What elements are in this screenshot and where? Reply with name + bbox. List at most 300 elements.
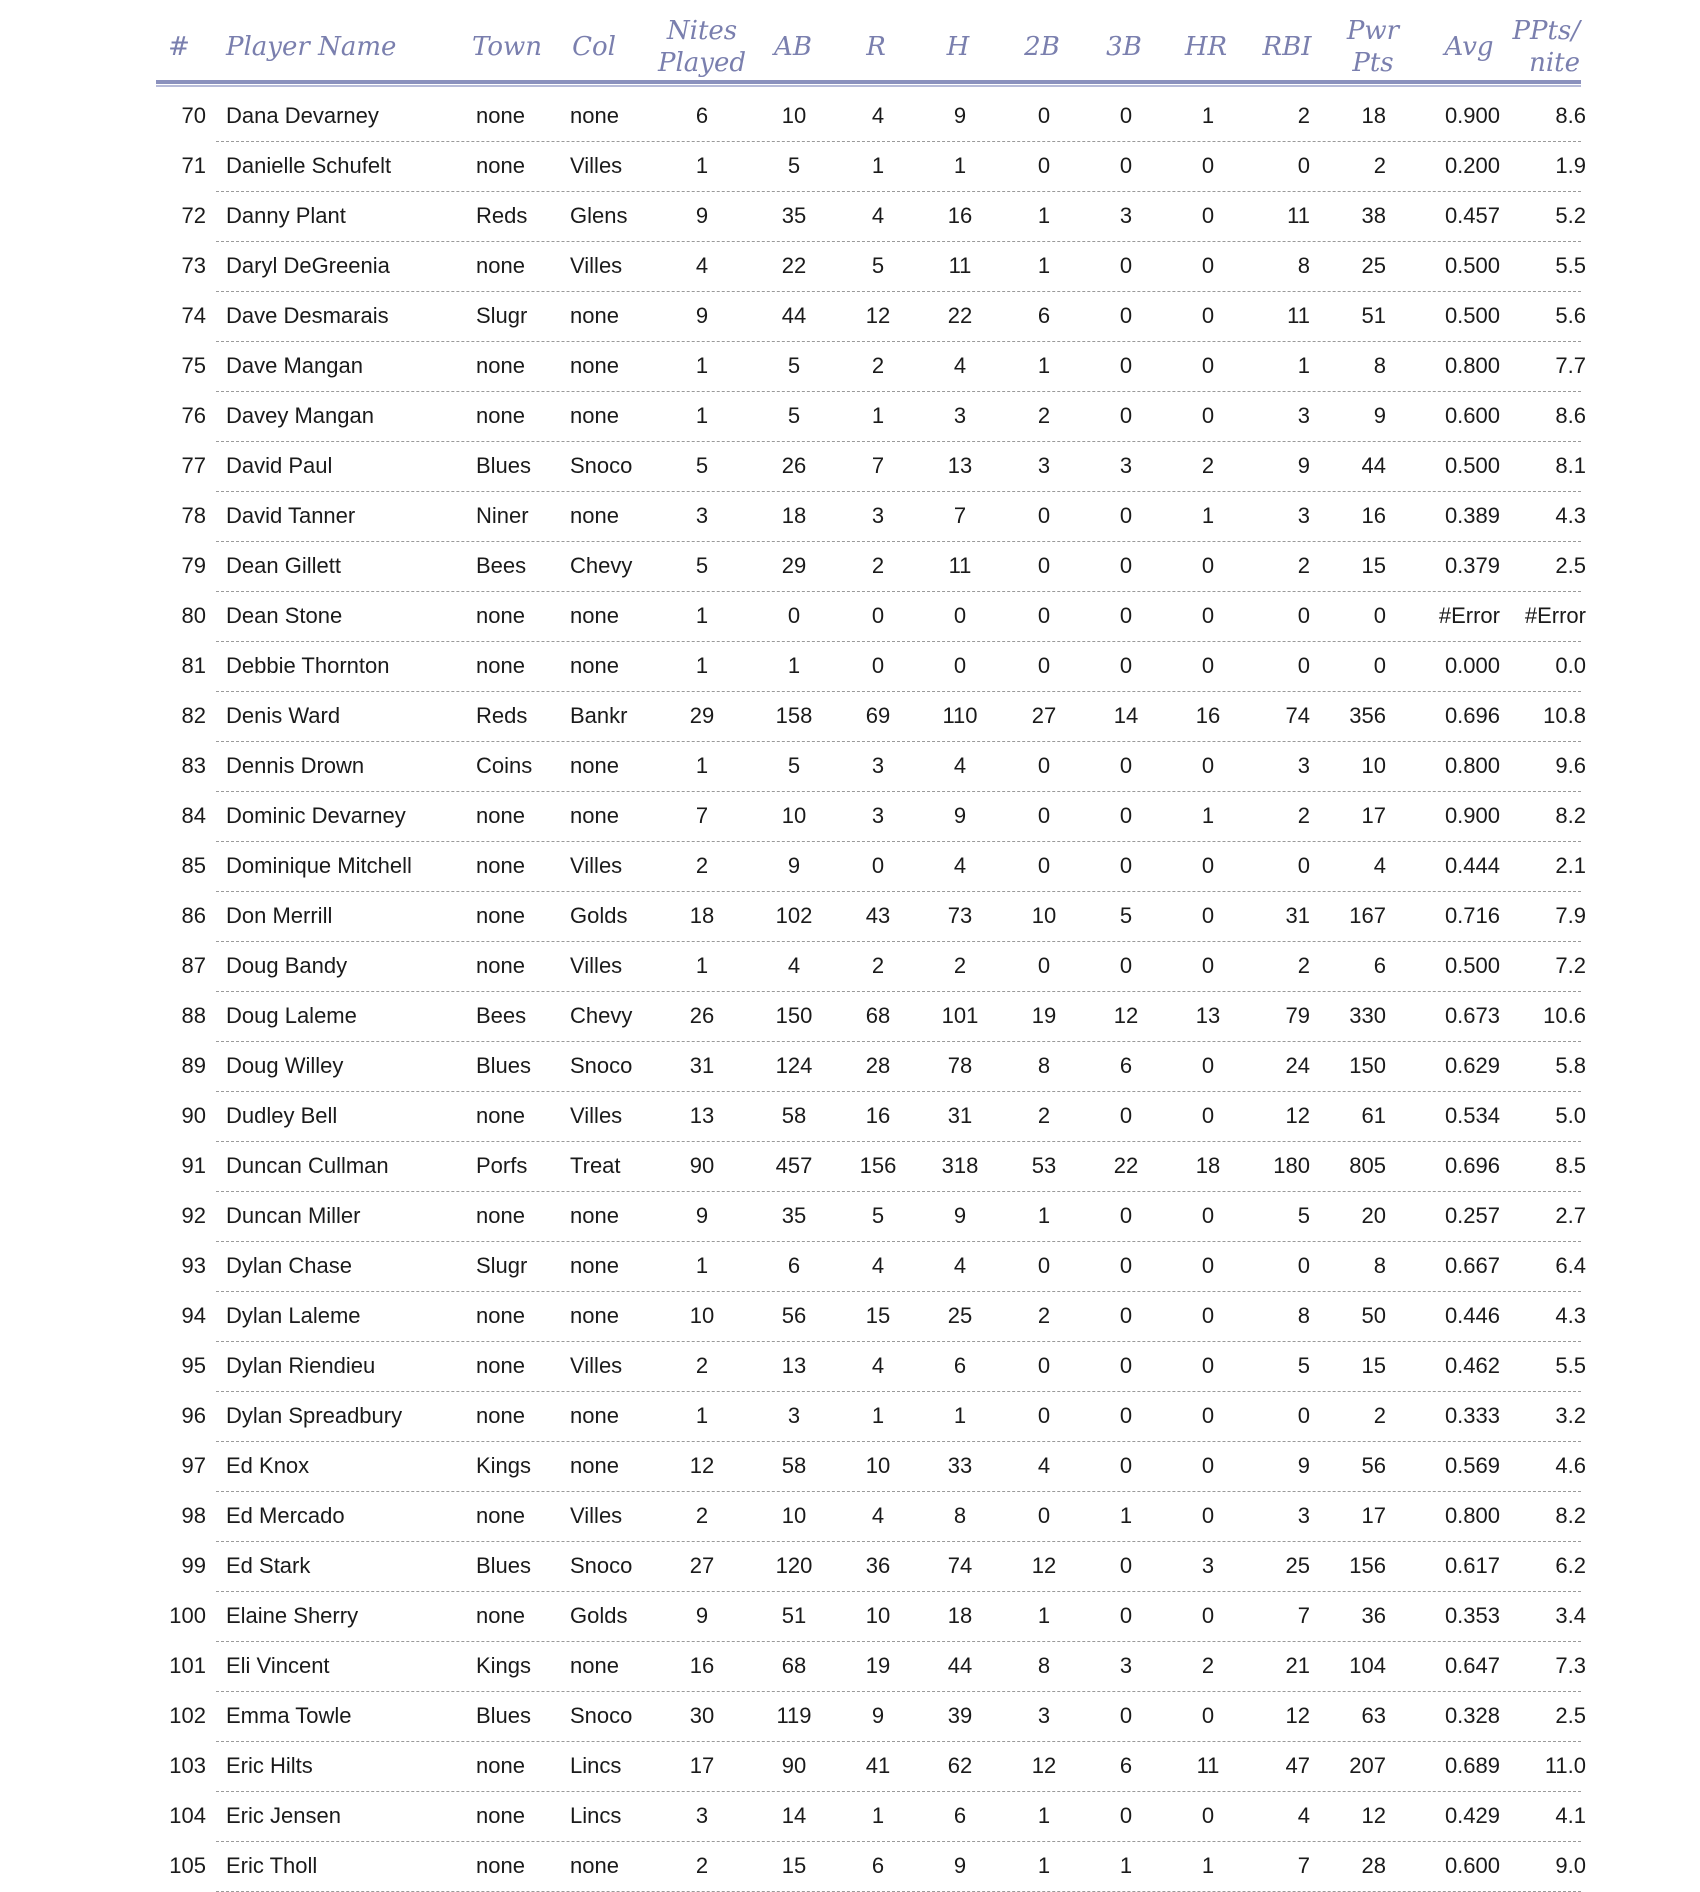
at-bats-cell: 10 xyxy=(781,103,807,128)
power-points-cell: 63 xyxy=(1361,1703,1386,1728)
player-name-cell: Dave Mangan xyxy=(226,353,363,378)
header-col xyxy=(554,8,634,86)
power-points-cell: 8 xyxy=(1373,1253,1386,1278)
hits-cell: 318 xyxy=(941,1153,979,1178)
rbi-cell: 2 xyxy=(1297,953,1310,978)
triples-cell: 0 xyxy=(1119,503,1133,528)
player-name-cell: Ed Knox xyxy=(226,1453,310,1478)
runs-cell: 5 xyxy=(871,253,885,278)
at-bats-cell: 44 xyxy=(781,303,807,328)
runs-cell: 0 xyxy=(871,853,885,878)
power-points-cell: 15 xyxy=(1361,1353,1386,1378)
doubles-cell: 0 xyxy=(1037,803,1051,828)
ppts-per-nite-cell: 7.2 xyxy=(1555,953,1586,978)
ppts-per-nite-cell: 5.6 xyxy=(1555,303,1586,328)
at-bats-cell: 158 xyxy=(775,703,813,728)
player-town-cell: Slugr xyxy=(476,1253,528,1278)
average-cell: 0.353 xyxy=(1444,1603,1500,1628)
player-town-cell: none xyxy=(476,353,525,378)
power-points-cell: 6 xyxy=(1373,953,1386,978)
home-runs-cell: 3 xyxy=(1201,1553,1215,1578)
rbi-cell: 0 xyxy=(1297,853,1310,878)
rbi-cell: 2 xyxy=(1297,803,1310,828)
doubles-cell: 0 xyxy=(1037,503,1051,528)
header-rbi xyxy=(1242,8,1332,86)
triples-cell: 1 xyxy=(1119,1503,1133,1528)
player-town-cell: none xyxy=(476,1103,525,1128)
home-runs-cell: 0 xyxy=(1201,853,1215,878)
player-name-cell: Dennis Drown xyxy=(226,753,365,778)
hits-cell: 2 xyxy=(953,953,967,978)
at-bats-cell: 22 xyxy=(781,253,807,278)
power-points-cell: 44 xyxy=(1361,453,1386,478)
at-bats-cell: 26 xyxy=(781,453,807,478)
table-row xyxy=(156,1592,1586,1642)
home-runs-cell: 0 xyxy=(1201,1053,1215,1078)
player-col-cell: none xyxy=(570,303,619,328)
hits-cell: 9 xyxy=(953,1853,967,1878)
header-3b-label: 3B xyxy=(1106,32,1142,62)
ppts-per-nite-cell: 5.0 xyxy=(1555,1103,1586,1128)
table-row xyxy=(156,1192,1586,1242)
at-bats-cell: 1 xyxy=(787,653,801,678)
triples-cell: 1 xyxy=(1119,1853,1133,1878)
triples-cell: 12 xyxy=(1113,1003,1139,1028)
player-number-cell: 83 xyxy=(181,753,206,778)
player-name-cell: Dave Desmarais xyxy=(226,303,389,328)
doubles-cell: 0 xyxy=(1037,153,1051,178)
average-cell: 0.444 xyxy=(1444,853,1500,878)
doubles-cell: 2 xyxy=(1037,403,1051,428)
hits-cell: 9 xyxy=(953,803,967,828)
triples-cell: 6 xyxy=(1119,1053,1133,1078)
hits-cell: 8 xyxy=(953,1503,967,1528)
table-row xyxy=(156,942,1586,992)
doubles-cell: 53 xyxy=(1031,1153,1057,1178)
player-name-cell: Danny Plant xyxy=(226,203,346,228)
rbi-cell: 2 xyxy=(1297,103,1310,128)
ppts-per-nite-cell: 8.5 xyxy=(1555,1153,1586,1178)
average-cell: 0.800 xyxy=(1444,1503,1500,1528)
at-bats-cell: 5 xyxy=(787,403,801,428)
runs-cell: 5 xyxy=(871,1203,885,1228)
table-row xyxy=(156,592,1586,642)
runs-cell: 3 xyxy=(871,753,885,778)
player-col-cell: Snoco xyxy=(570,1053,633,1078)
average-cell: 0.900 xyxy=(1444,803,1500,828)
hits-cell: 101 xyxy=(941,1003,979,1028)
player-col-cell: Bankr xyxy=(570,703,628,728)
player-col-cell: Golds xyxy=(570,903,628,928)
power-points-cell: 56 xyxy=(1361,1453,1386,1478)
rbi-cell: 12 xyxy=(1285,1703,1310,1728)
doubles-cell: 1 xyxy=(1037,203,1051,228)
at-bats-cell: 10 xyxy=(781,1503,807,1528)
ppts-per-nite-cell: 5.2 xyxy=(1555,203,1586,228)
ppts-per-nite-cell: 7.9 xyxy=(1555,903,1586,928)
table-row xyxy=(156,692,1586,742)
doubles-cell: 0 xyxy=(1037,1503,1051,1528)
player-number-cell: 80 xyxy=(181,603,206,628)
table-row xyxy=(156,492,1586,542)
average-cell: 0.379 xyxy=(1444,553,1500,578)
nites-played-cell: 13 xyxy=(689,1103,715,1128)
player-number-cell: 75 xyxy=(181,353,206,378)
player-number-cell: 104 xyxy=(169,1803,206,1828)
table-row xyxy=(156,292,1586,342)
header-pts-label: Pts xyxy=(1352,48,1394,78)
player-col-cell: Villes xyxy=(570,253,623,278)
runs-cell: 36 xyxy=(865,1553,891,1578)
nites-played-cell: 17 xyxy=(689,1753,715,1778)
runs-cell: 28 xyxy=(865,1053,891,1078)
header-3b xyxy=(1082,8,1166,86)
table-row xyxy=(156,342,1586,392)
nites-played-cell: 3 xyxy=(695,1803,709,1828)
triples-cell: 0 xyxy=(1119,1103,1133,1128)
player-town-cell: none xyxy=(476,953,525,978)
rbi-cell: 79 xyxy=(1285,1003,1310,1028)
player-col-cell: Snoco xyxy=(570,1703,633,1728)
triples-cell: 0 xyxy=(1119,1353,1133,1378)
triples-cell: 0 xyxy=(1119,103,1133,128)
hits-cell: 73 xyxy=(947,903,973,928)
player-col-cell: none xyxy=(570,1303,619,1328)
nites-played-cell: 4 xyxy=(695,253,709,278)
rbi-cell: 8 xyxy=(1297,1303,1310,1328)
triples-cell: 0 xyxy=(1119,553,1133,578)
home-runs-cell: 0 xyxy=(1201,353,1215,378)
power-points-cell: 150 xyxy=(1349,1053,1386,1078)
doubles-cell: 3 xyxy=(1037,1703,1051,1728)
ppts-per-nite-cell: 8.6 xyxy=(1555,403,1586,428)
nites-played-cell: 2 xyxy=(695,1503,709,1528)
home-runs-cell: 0 xyxy=(1201,753,1215,778)
doubles-cell: 2 xyxy=(1037,1303,1051,1328)
player-name-cell: Doug Laleme xyxy=(226,1003,357,1028)
home-runs-cell: 0 xyxy=(1201,1103,1215,1128)
triples-cell: 0 xyxy=(1119,1803,1133,1828)
runs-cell: 41 xyxy=(865,1753,891,1778)
triples-cell: 0 xyxy=(1119,303,1133,328)
at-bats-cell: 4 xyxy=(787,953,801,978)
rbi-cell: 11 xyxy=(1287,303,1310,328)
rbi-cell: 5 xyxy=(1297,1203,1310,1228)
runs-cell: 0 xyxy=(871,653,885,678)
triples-cell: 0 xyxy=(1119,1253,1133,1278)
ppts-per-nite-cell: 10.6 xyxy=(1543,1003,1586,1028)
at-bats-cell: 90 xyxy=(781,1753,807,1778)
player-town-cell: none xyxy=(476,853,525,878)
player-town-cell: Blues xyxy=(476,1703,532,1728)
ppts-per-nite-cell: 6.4 xyxy=(1555,1253,1586,1278)
runs-cell: 156 xyxy=(859,1153,897,1178)
player-col-cell: none xyxy=(570,753,619,778)
home-runs-cell: 0 xyxy=(1201,203,1215,228)
table-row xyxy=(156,1842,1586,1892)
hits-cell: 4 xyxy=(953,753,967,778)
header-divider xyxy=(156,80,1581,84)
nites-played-cell: 3 xyxy=(695,503,709,528)
home-runs-cell: 0 xyxy=(1201,303,1215,328)
player-number-cell: 98 xyxy=(181,1503,206,1528)
doubles-cell: 0 xyxy=(1037,103,1051,128)
power-points-cell: 207 xyxy=(1349,1753,1386,1778)
doubles-cell: 1 xyxy=(1037,1603,1051,1628)
player-name-cell: Elaine Sherry xyxy=(226,1603,359,1628)
triples-cell: 0 xyxy=(1119,403,1133,428)
player-town-cell: none xyxy=(476,1203,525,1228)
player-town-cell: none xyxy=(476,1503,525,1528)
power-points-cell: 51 xyxy=(1361,303,1386,328)
table-row xyxy=(156,792,1586,842)
table-row xyxy=(156,1392,1586,1442)
player-name-cell: Ed Stark xyxy=(226,1553,311,1578)
table-row xyxy=(156,1342,1586,1392)
ppts-per-nite-cell: 5.5 xyxy=(1555,1353,1586,1378)
table-row xyxy=(156,392,1586,442)
ppts-per-nite-cell: 5.8 xyxy=(1555,1053,1586,1078)
player-town-cell: none xyxy=(476,903,525,928)
power-points-cell: 38 xyxy=(1361,203,1386,228)
average-cell: 0.446 xyxy=(1444,1303,1500,1328)
rbi-cell: 3 xyxy=(1297,503,1310,528)
average-cell: 0.600 xyxy=(1444,1853,1500,1878)
hits-cell: 1 xyxy=(953,1403,967,1428)
triples-cell: 0 xyxy=(1119,953,1133,978)
at-bats-cell: 58 xyxy=(781,1103,807,1128)
player-town-cell: Blues xyxy=(476,1553,532,1578)
doubles-cell: 0 xyxy=(1037,1253,1051,1278)
player-town-cell: none xyxy=(476,803,525,828)
at-bats-cell: 457 xyxy=(775,1153,813,1178)
nites-played-cell: 5 xyxy=(695,453,709,478)
header-nites-label: Nites xyxy=(666,16,738,46)
average-cell: 0.500 xyxy=(1444,953,1500,978)
rbi-cell: 1 xyxy=(1297,353,1310,378)
runs-cell: 2 xyxy=(871,553,885,578)
home-runs-cell: 0 xyxy=(1201,1303,1215,1328)
hits-cell: 39 xyxy=(947,1703,973,1728)
runs-cell: 1 xyxy=(871,403,885,428)
header-player-name xyxy=(226,8,466,86)
player-name-cell: Dominique Mitchell xyxy=(226,853,412,878)
hits-cell: 6 xyxy=(953,1803,967,1828)
doubles-cell: 0 xyxy=(1037,1353,1051,1378)
hits-cell: 16 xyxy=(947,203,973,228)
player-col-cell: Chevy xyxy=(570,553,633,578)
power-points-cell: 15 xyxy=(1361,553,1386,578)
average-cell: 0.333 xyxy=(1444,1403,1500,1428)
ppts-per-nite-cell: 9.0 xyxy=(1555,1853,1586,1878)
player-col-cell: none xyxy=(570,1253,619,1278)
triples-cell: 0 xyxy=(1119,753,1133,778)
hits-cell: 1 xyxy=(953,153,967,178)
triples-cell: 0 xyxy=(1119,1303,1133,1328)
ppts-per-nite-cell: 8.1 xyxy=(1555,453,1586,478)
player-number-cell: 101 xyxy=(169,1653,206,1678)
player-name-cell: Danielle Schufelt xyxy=(226,153,392,178)
player-col-cell: none xyxy=(570,1853,619,1878)
table-row xyxy=(156,542,1586,592)
nites-played-cell: 2 xyxy=(695,1853,709,1878)
average-cell: 0.000 xyxy=(1444,653,1500,678)
doubles-cell: 0 xyxy=(1037,1403,1051,1428)
rbi-cell: 12 xyxy=(1285,1103,1310,1128)
player-number-cell: 105 xyxy=(169,1853,206,1878)
runs-cell: 68 xyxy=(865,1003,891,1028)
table-row xyxy=(156,1292,1586,1342)
triples-cell: 0 xyxy=(1119,1403,1133,1428)
player-number-cell: 91 xyxy=(181,1153,206,1178)
runs-cell: 10 xyxy=(865,1453,891,1478)
header-h-label: H xyxy=(946,32,970,62)
table-row xyxy=(156,992,1586,1042)
average-cell: 0.500 xyxy=(1444,253,1500,278)
table-row xyxy=(156,1092,1586,1142)
nites-played-cell: 90 xyxy=(689,1153,715,1178)
player-number-cell: 77 xyxy=(181,453,206,478)
table-row xyxy=(156,742,1586,792)
ppts-per-nite-cell: 7.3 xyxy=(1555,1653,1586,1678)
table-row xyxy=(156,842,1586,892)
player-number-cell: 76 xyxy=(181,403,206,428)
doubles-cell: 0 xyxy=(1037,653,1051,678)
hits-cell: 33 xyxy=(947,1453,973,1478)
power-points-cell: 28 xyxy=(1361,1853,1386,1878)
player-name-cell: Dylan Riendieu xyxy=(226,1353,376,1378)
rbi-cell: 11 xyxy=(1287,203,1310,228)
average-cell: 0.617 xyxy=(1444,1553,1500,1578)
triples-cell: 22 xyxy=(1113,1153,1139,1178)
nites-played-cell: 1 xyxy=(695,603,709,628)
player-town-cell: Kings xyxy=(476,1653,532,1678)
player-town-cell: none xyxy=(476,403,525,428)
ppts-per-nite-cell: 2.5 xyxy=(1555,553,1586,578)
power-points-cell: 330 xyxy=(1349,1003,1386,1028)
triples-cell: 14 xyxy=(1113,703,1139,728)
header-town xyxy=(462,8,552,86)
player-col-cell: none xyxy=(570,1403,619,1428)
home-runs-cell: 13 xyxy=(1195,1003,1221,1028)
player-col-cell: none xyxy=(570,1453,619,1478)
hits-cell: 22 xyxy=(947,303,973,328)
at-bats-cell: 51 xyxy=(781,1603,807,1628)
player-name-cell: Dana Devarney xyxy=(226,103,379,128)
hits-cell: 7 xyxy=(953,503,967,528)
average-cell: 0.257 xyxy=(1444,1203,1500,1228)
triples-cell: 5 xyxy=(1119,903,1133,928)
player-town-cell: none xyxy=(476,253,525,278)
player-town-cell: Reds xyxy=(476,703,528,728)
at-bats-cell: 5 xyxy=(787,753,801,778)
player-name-cell: Eric Tholl xyxy=(226,1853,318,1878)
ppts-per-nite-cell: 11.0 xyxy=(1544,1753,1586,1778)
runs-cell: 19 xyxy=(865,1653,891,1678)
player-number-cell: 78 xyxy=(181,503,206,528)
player-town-cell: none xyxy=(476,1353,525,1378)
player-number-cell: 100 xyxy=(169,1603,206,1628)
doubles-cell: 0 xyxy=(1037,853,1051,878)
header-player-name-label: Player Name xyxy=(226,32,397,62)
player-name-cell: Dean Stone xyxy=(226,603,343,628)
rbi-cell: 180 xyxy=(1273,1153,1310,1178)
doubles-cell: 1 xyxy=(1037,353,1051,378)
header-ab-label: AB xyxy=(774,32,812,62)
hits-cell: 0 xyxy=(953,603,967,628)
at-bats-cell: 35 xyxy=(781,1203,807,1228)
table-row xyxy=(156,1142,1586,1192)
average-cell: 0.429 xyxy=(1444,1803,1500,1828)
triples-cell: 6 xyxy=(1119,1753,1133,1778)
header-number xyxy=(156,8,202,86)
doubles-cell: 8 xyxy=(1037,1653,1051,1678)
doubles-cell: 4 xyxy=(1037,1453,1051,1478)
player-name-cell: Duncan Miller xyxy=(226,1203,361,1228)
player-number-cell: 86 xyxy=(181,903,206,928)
header-pwr-pts xyxy=(1328,8,1418,86)
rbi-cell: 7 xyxy=(1297,1603,1310,1628)
ppts-per-nite-cell: 4.6 xyxy=(1555,1453,1586,1478)
doubles-cell: 12 xyxy=(1031,1553,1057,1578)
player-col-cell: Villes xyxy=(570,1103,623,1128)
home-runs-cell: 0 xyxy=(1201,1453,1215,1478)
player-name-cell: David Tanner xyxy=(226,503,356,528)
runs-cell: 1 xyxy=(871,1403,885,1428)
player-town-cell: none xyxy=(476,153,525,178)
rbi-cell: 47 xyxy=(1285,1753,1310,1778)
ppts-per-nite-cell: 2.1 xyxy=(1555,853,1586,878)
nites-played-cell: 18 xyxy=(689,903,715,928)
runs-cell: 12 xyxy=(865,303,891,328)
triples-cell: 0 xyxy=(1119,853,1133,878)
ppts-per-nite-cell: #Error xyxy=(1524,603,1586,628)
header-divider-shadow xyxy=(156,85,1581,87)
player-name-cell: David Paul xyxy=(226,453,333,478)
average-cell: 0.647 xyxy=(1444,1653,1500,1678)
home-runs-cell: 0 xyxy=(1201,1703,1215,1728)
average-cell: 0.600 xyxy=(1444,403,1500,428)
average-cell: 0.900 xyxy=(1444,103,1500,128)
header-ppts-label: PPts/ xyxy=(1512,16,1580,46)
player-number-cell: 73 xyxy=(181,253,206,278)
at-bats-cell: 120 xyxy=(775,1553,813,1578)
player-name-cell: Ed Mercado xyxy=(226,1503,345,1528)
table-row xyxy=(156,642,1586,692)
doubles-cell: 27 xyxy=(1031,703,1057,728)
triples-cell: 0 xyxy=(1119,803,1133,828)
player-name-cell: Don Merrill xyxy=(226,903,333,928)
player-town-cell: Porfs xyxy=(476,1153,528,1178)
home-runs-cell: 0 xyxy=(1201,1603,1215,1628)
hits-cell: 13 xyxy=(947,453,973,478)
nites-played-cell: 27 xyxy=(689,1553,715,1578)
player-number-cell: 89 xyxy=(181,1053,206,1078)
home-runs-cell: 0 xyxy=(1201,1353,1215,1378)
nites-played-cell: 9 xyxy=(695,1603,709,1628)
home-runs-cell: 0 xyxy=(1201,953,1215,978)
hits-cell: 4 xyxy=(953,1253,967,1278)
runs-cell: 69 xyxy=(865,703,891,728)
at-bats-cell: 124 xyxy=(775,1053,813,1078)
home-runs-cell: 2 xyxy=(1201,1653,1215,1678)
rbi-cell: 0 xyxy=(1297,653,1310,678)
hits-cell: 31 xyxy=(947,1103,973,1128)
rbi-cell: 7 xyxy=(1297,1853,1310,1878)
average-cell: 0.462 xyxy=(1444,1353,1500,1378)
doubles-cell: 2 xyxy=(1037,1103,1051,1128)
power-points-cell: 4 xyxy=(1373,853,1386,878)
